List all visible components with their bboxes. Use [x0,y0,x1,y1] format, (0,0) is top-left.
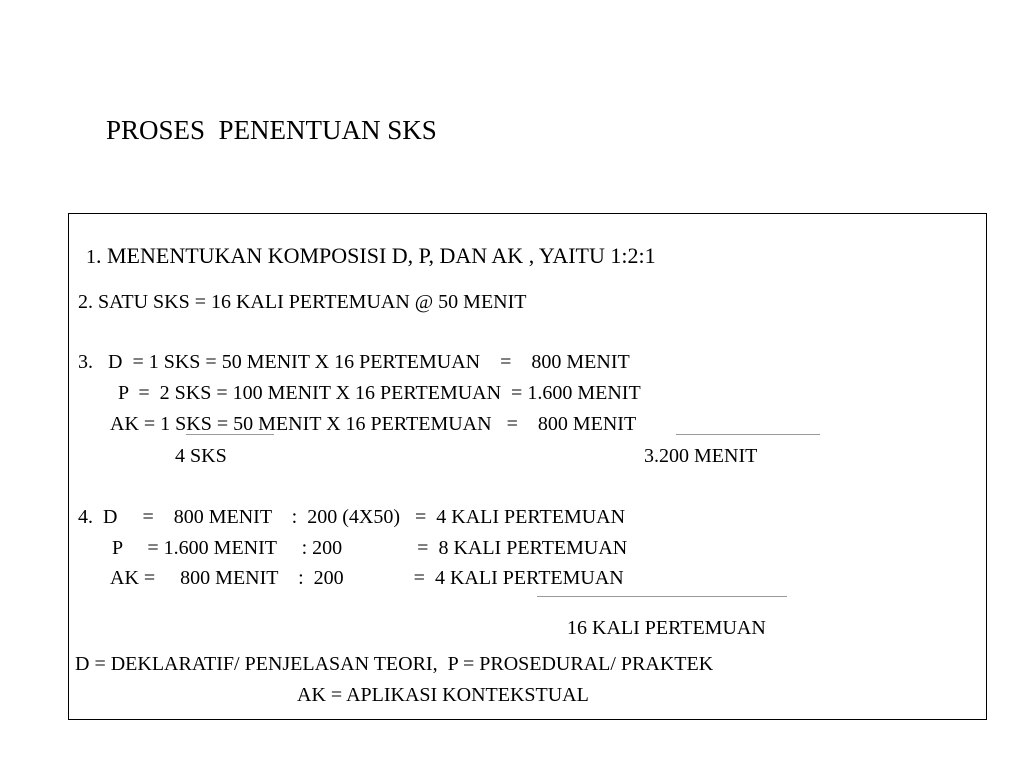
sks-sum-rule [186,434,274,435]
slide-title: PROSES PENENTUAN SKS [106,115,437,145]
item-3-line-d: 3. D = 1 SKS = 50 MENIT X 16 PERTEMUAN = 800 MENIT [78,351,630,373]
pertemuan-sum-rule [537,596,787,597]
item-4-line-d: 4. D = 800 MENIT : 200 (4X50) = 4 KALI PERTEMUAN [78,506,626,528]
item-1-number: 1 [86,246,96,268]
item-2: 2. SATU SKS = 16 KALI PERTEMUAN @ 50 MENIT [78,291,527,313]
item-1-text: . MENENTUKAN KOMPOSISI D, P, DAN AK , YAITU 1:2:1 [96,243,656,268]
legend-line-2: AK = APLIKASI KONTEKSTUAL [297,684,589,706]
item-3-total-menit: 3.200 MENIT [644,445,758,467]
legend-line-1: D = DEKLARATIF/ PENJELASAN TEORI, P = PROSEDURAL/ PRAKTEK [75,653,714,675]
item-1 [78,229,656,267]
item-3-line-p: P = 2 SKS = 100 MENIT X 16 PERTEMUAN = 1.600 MENIT [118,382,641,404]
item-4-total: 16 KALI PERTEMUAN [567,617,766,639]
item-4-line-ak: AK = 800 MENIT : 200 = 4 KALI PERTEMUAN [110,567,624,589]
item-4-line-p: P = 1.600 MENIT : 200 = 8 KALI PERTEMUAN [112,537,628,559]
item-3-total-sks: 4 SKS [175,445,227,467]
item-3-line-ak: AK = 1 SKS = 50 MENIT X 16 PERTEMUAN = 800 MENIT [110,413,637,435]
menit-sum-rule [676,434,820,435]
